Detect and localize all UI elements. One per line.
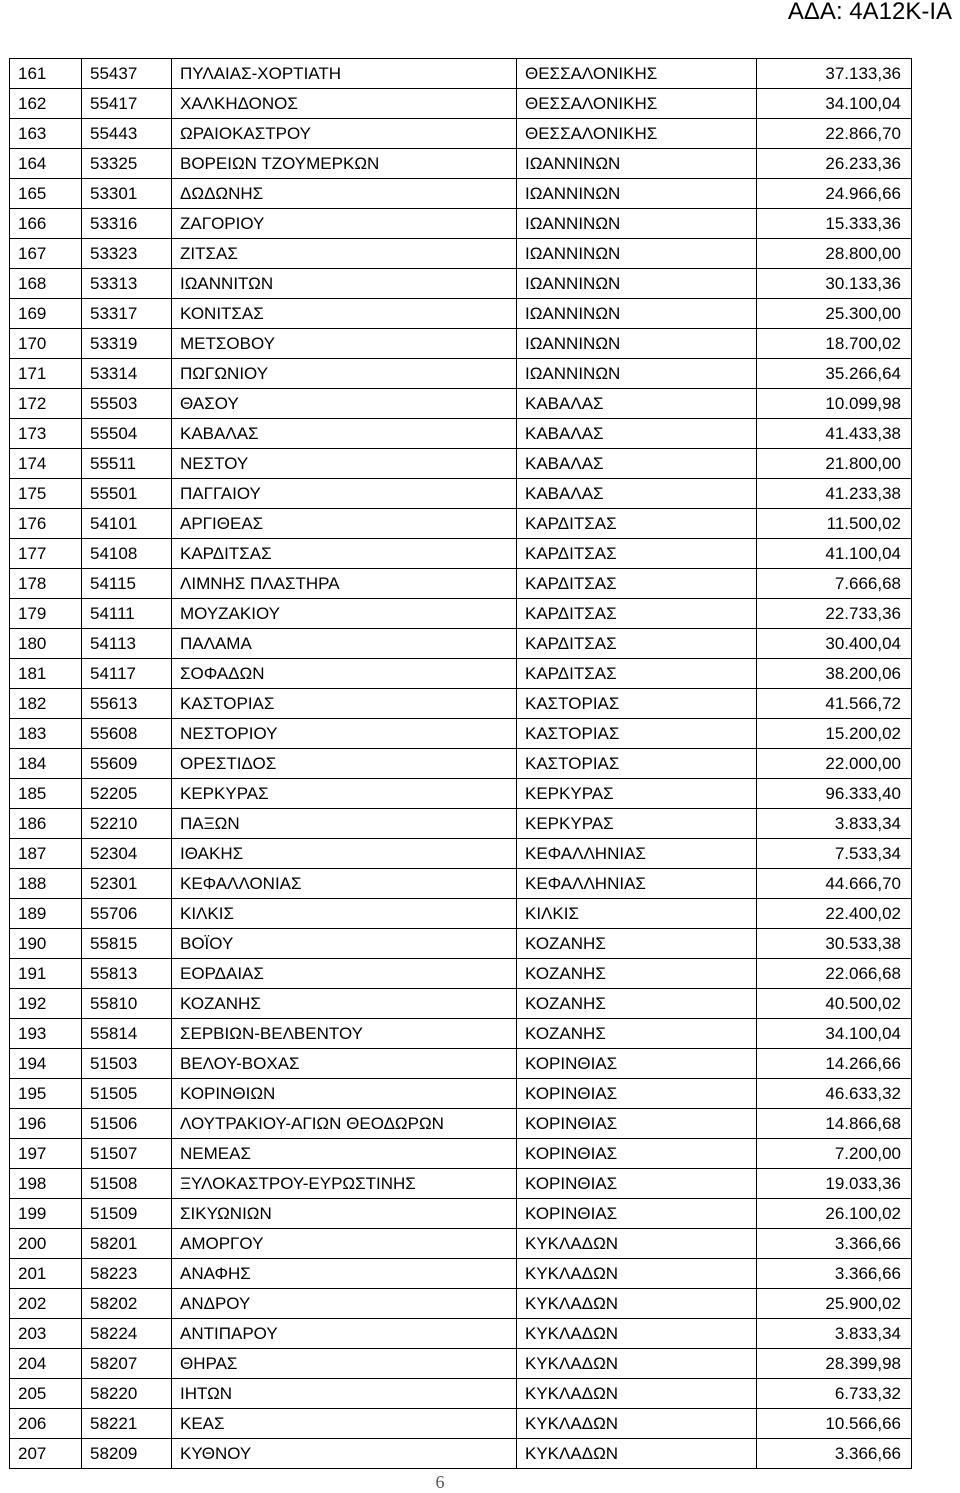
prefecture-name: ΙΩΑΝΝΙΝΩΝ — [517, 239, 757, 269]
row-number: 171 — [10, 359, 82, 389]
municipality-name: ΣΟΦΑΔΩΝ — [172, 659, 517, 689]
prefecture-name: ΚΕΡΚΥΡΑΣ — [517, 779, 757, 809]
amount: 34.100,04 — [757, 89, 912, 119]
row-number: 195 — [10, 1079, 82, 1109]
municipality-code: 53314 — [82, 359, 172, 389]
municipality-name: ΠΩΓΩΝΙΟΥ — [172, 359, 517, 389]
table-row — [10, 1409, 912, 1439]
amount: 24.966,66 — [757, 179, 912, 209]
municipality-name: ΟΡΕΣΤΙΔΟΣ — [172, 749, 517, 779]
table-row — [10, 149, 912, 179]
municipality-code: 53313 — [82, 269, 172, 299]
prefecture-name: ΚΟΡΙΝΘΙΑΣ — [517, 1199, 757, 1229]
table-row — [10, 659, 912, 689]
municipality-code: 58224 — [82, 1319, 172, 1349]
table-row — [10, 749, 912, 779]
prefecture-name: ΚΟΖΑΝΗΣ — [517, 929, 757, 959]
table-row — [10, 1139, 912, 1169]
prefecture-name: ΚΑΒΑΛΑΣ — [517, 419, 757, 449]
amount: 22.400,02 — [757, 899, 912, 929]
prefecture-name: ΚΑΡΔΙΤΣΑΣ — [517, 599, 757, 629]
municipality-name: ΚΕΑΣ — [172, 1409, 517, 1439]
municipality-name: ΠΥΛΑΙΑΣ-ΧΟΡΤΙΑΤΗ — [172, 59, 517, 89]
prefecture-name: ΚΥΚΛΑΔΩΝ — [517, 1379, 757, 1409]
amount: 26.233,36 — [757, 149, 912, 179]
prefecture-name: ΚΑΡΔΙΤΣΑΣ — [517, 659, 757, 689]
ada-header: ΑΔΑ: 4Α12Κ-ΙΑ — [787, 0, 952, 25]
amount: 25.900,02 — [757, 1289, 912, 1319]
municipality-code: 58202 — [82, 1289, 172, 1319]
municipality-code: 53301 — [82, 179, 172, 209]
prefecture-name: ΚΑΡΔΙΤΣΑΣ — [517, 569, 757, 599]
table-row — [10, 779, 912, 809]
municipality-code: 55613 — [82, 689, 172, 719]
prefecture-name: ΚΙΛΚΙΣ — [517, 899, 757, 929]
table-row — [10, 389, 912, 419]
prefecture-name: ΚΥΚΛΑΔΩΝ — [517, 1319, 757, 1349]
prefecture-name: ΚΑΡΔΙΤΣΑΣ — [517, 509, 757, 539]
row-number: 161 — [10, 59, 82, 89]
row-number: 196 — [10, 1109, 82, 1139]
row-number: 174 — [10, 449, 82, 479]
amount: 7.666,68 — [757, 569, 912, 599]
amount: 21.800,00 — [757, 449, 912, 479]
table-row — [10, 179, 912, 209]
prefecture-name: ΘΕΣΣΑΛΟΝΙΚΗΣ — [517, 119, 757, 149]
municipality-code: 51508 — [82, 1169, 172, 1199]
amount: 6.733,32 — [757, 1379, 912, 1409]
prefecture-name: ΚΑΒΑΛΑΣ — [517, 449, 757, 479]
row-number: 200 — [10, 1229, 82, 1259]
prefecture-name: ΘΕΣΣΑΛΟΝΙΚΗΣ — [517, 59, 757, 89]
table-row — [10, 869, 912, 899]
row-number: 187 — [10, 839, 82, 869]
row-number: 163 — [10, 119, 82, 149]
amount: 30.533,38 — [757, 929, 912, 959]
municipality-name: ΚΟΝΙΤΣΑΣ — [172, 299, 517, 329]
prefecture-name: ΚΕΦΑΛΛΗΝΙΑΣ — [517, 869, 757, 899]
amount: 22.000,00 — [757, 749, 912, 779]
amount: 14.266,66 — [757, 1049, 912, 1079]
municipality-name: ΝΕΜΕΑΣ — [172, 1139, 517, 1169]
municipality-name: ΠΑΛΑΜΑ — [172, 629, 517, 659]
municipality-name: ΝΕΣΤΟΡΙΟΥ — [172, 719, 517, 749]
row-number: 191 — [10, 959, 82, 989]
row-number: 203 — [10, 1319, 82, 1349]
table-row — [10, 719, 912, 749]
table-row — [10, 59, 912, 89]
table-row — [10, 809, 912, 839]
municipality-code: 51507 — [82, 1139, 172, 1169]
municipality-name: ΩΡΑΙΟΚΑΣΤΡΟΥ — [172, 119, 517, 149]
prefecture-name: ΚΥΚΛΑΔΩΝ — [517, 1439, 757, 1469]
prefecture-name: ΚΟΡΙΝΘΙΑΣ — [517, 1049, 757, 1079]
amount: 41.233,38 — [757, 479, 912, 509]
prefecture-name: ΚΑΒΑΛΑΣ — [517, 389, 757, 419]
amount: 28.399,98 — [757, 1349, 912, 1379]
prefecture-name: ΚΥΚΛΑΔΩΝ — [517, 1259, 757, 1289]
table-row — [10, 839, 912, 869]
municipality-name: ΙΩΑΝΝΙΤΩΝ — [172, 269, 517, 299]
municipality-code: 52205 — [82, 779, 172, 809]
municipality-name: ΞΥΛΟΚΑΣΤΡΟΥ-ΕΥΡΩΣΤΙΝΗΣ — [172, 1169, 517, 1199]
row-number: 170 — [10, 329, 82, 359]
row-number: 202 — [10, 1289, 82, 1319]
municipality-name: ΚΥΘΝΟΥ — [172, 1439, 517, 1469]
municipality-name: ΛΙΜΝΗΣ ΠΛΑΣΤΗΡΑ — [172, 569, 517, 599]
amount: 3.366,66 — [757, 1229, 912, 1259]
table-row — [10, 1379, 912, 1409]
amount: 26.100,02 — [757, 1199, 912, 1229]
amount: 15.333,36 — [757, 209, 912, 239]
table-row — [10, 269, 912, 299]
amount: 30.133,36 — [757, 269, 912, 299]
amount: 41.100,04 — [757, 539, 912, 569]
amount: 3.366,66 — [757, 1259, 912, 1289]
municipality-name: ΑΡΓΙΘΕΑΣ — [172, 509, 517, 539]
municipality-code: 53325 — [82, 149, 172, 179]
municipality-name: ΑΝΔΡΟΥ — [172, 1289, 517, 1319]
prefecture-name: ΚΑΣΤΟΡΙΑΣ — [517, 749, 757, 779]
municipalities-table — [9, 58, 912, 1469]
prefecture-name: ΚΑΣΤΟΡΙΑΣ — [517, 689, 757, 719]
row-number: 175 — [10, 479, 82, 509]
amount: 37.133,36 — [757, 59, 912, 89]
prefecture-name: ΚΑΡΔΙΤΣΑΣ — [517, 629, 757, 659]
municipality-code: 52304 — [82, 839, 172, 869]
table-row — [10, 509, 912, 539]
prefecture-name: ΚΥΚΛΑΔΩΝ — [517, 1289, 757, 1319]
municipality-name: ΘΗΡΑΣ — [172, 1349, 517, 1379]
municipality-name: ΕΟΡΔΑΙΑΣ — [172, 959, 517, 989]
prefecture-name: ΙΩΑΝΝΙΝΩΝ — [517, 179, 757, 209]
row-number: 193 — [10, 1019, 82, 1049]
prefecture-name: ΚΟΖΑΝΗΣ — [517, 1019, 757, 1049]
row-number: 180 — [10, 629, 82, 659]
municipality-name: ΚΑΒΑΛΑΣ — [172, 419, 517, 449]
prefecture-name: ΚΟΡΙΝΘΙΑΣ — [517, 1109, 757, 1139]
municipality-name: ΣΙΚΥΩΝΙΩΝ — [172, 1199, 517, 1229]
amount: 25.300,00 — [757, 299, 912, 329]
table-row — [10, 89, 912, 119]
municipality-code: 54111 — [82, 599, 172, 629]
row-number: 199 — [10, 1199, 82, 1229]
page-number: 6 — [435, 1472, 445, 1492]
row-number: 189 — [10, 899, 82, 929]
table-row — [10, 629, 912, 659]
municipality-code: 55501 — [82, 479, 172, 509]
municipality-code: 55443 — [82, 119, 172, 149]
row-number: 206 — [10, 1409, 82, 1439]
municipality-code: 54108 — [82, 539, 172, 569]
municipality-code: 53323 — [82, 239, 172, 269]
municipality-code: 52210 — [82, 809, 172, 839]
municipality-name: ΘΑΣΟΥ — [172, 389, 517, 419]
table-row — [10, 689, 912, 719]
municipality-code: 55609 — [82, 749, 172, 779]
table-row — [10, 1109, 912, 1139]
table-row — [10, 299, 912, 329]
row-number: 207 — [10, 1439, 82, 1469]
table-row — [10, 209, 912, 239]
municipality-name: ΒΕΛΟΥ-ΒΟΧΑΣ — [172, 1049, 517, 1079]
municipality-name: ΒΟΪΟΥ — [172, 929, 517, 959]
municipality-name: ΖΙΤΣΑΣ — [172, 239, 517, 269]
amount: 14.866,68 — [757, 1109, 912, 1139]
amount: 46.633,32 — [757, 1079, 912, 1109]
municipality-name: ΝΕΣΤΟΥ — [172, 449, 517, 479]
table-row — [10, 419, 912, 449]
table-row — [10, 449, 912, 479]
municipality-name: ΠΑΞΩΝ — [172, 809, 517, 839]
municipality-name: ΜΟΥΖΑΚΙΟΥ — [172, 599, 517, 629]
amount: 41.566,72 — [757, 689, 912, 719]
amount: 18.700,02 — [757, 329, 912, 359]
row-number: 197 — [10, 1139, 82, 1169]
municipality-code: 55814 — [82, 1019, 172, 1049]
municipality-code: 55504 — [82, 419, 172, 449]
row-number: 204 — [10, 1349, 82, 1379]
row-number: 185 — [10, 779, 82, 809]
municipality-code: 54101 — [82, 509, 172, 539]
municipality-name: ΚΙΛΚΙΣ — [172, 899, 517, 929]
table-row — [10, 1199, 912, 1229]
municipality-code: 55417 — [82, 89, 172, 119]
prefecture-name: ΙΩΑΝΝΙΝΩΝ — [517, 269, 757, 299]
municipality-name: ΚΕΡΚΥΡΑΣ — [172, 779, 517, 809]
amount: 10.099,98 — [757, 389, 912, 419]
municipality-code: 51505 — [82, 1079, 172, 1109]
amount: 35.266,64 — [757, 359, 912, 389]
prefecture-name: ΚΥΚΛΑΔΩΝ — [517, 1349, 757, 1379]
municipality-name: ΚΑΣΤΟΡΙΑΣ — [172, 689, 517, 719]
prefecture-name: ΚΑΣΤΟΡΙΑΣ — [517, 719, 757, 749]
prefecture-name: ΚΕΡΚΥΡΑΣ — [517, 809, 757, 839]
municipality-code: 55706 — [82, 899, 172, 929]
municipality-code: 58223 — [82, 1259, 172, 1289]
municipality-code: 58207 — [82, 1349, 172, 1379]
amount: 30.400,04 — [757, 629, 912, 659]
table-row — [10, 599, 912, 629]
amount: 22.866,70 — [757, 119, 912, 149]
municipality-name: ΚΑΡΔΙΤΣΑΣ — [172, 539, 517, 569]
table-body — [10, 59, 912, 1469]
municipality-name: ΠΑΓΓΑΙΟΥ — [172, 479, 517, 509]
row-number: 186 — [10, 809, 82, 839]
amount: 40.500,02 — [757, 989, 912, 1019]
prefecture-name: ΙΩΑΝΝΙΝΩΝ — [517, 299, 757, 329]
municipality-name: ΑΝΤΙΠΑΡΟΥ — [172, 1319, 517, 1349]
table-row — [10, 119, 912, 149]
municipality-code: 51506 — [82, 1109, 172, 1139]
table-row — [10, 1319, 912, 1349]
municipality-code: 55437 — [82, 59, 172, 89]
table-row — [10, 899, 912, 929]
municipality-code: 58201 — [82, 1229, 172, 1259]
row-number: 165 — [10, 179, 82, 209]
prefecture-name: ΚΥΚΛΑΔΩΝ — [517, 1409, 757, 1439]
table-row — [10, 479, 912, 509]
amount: 19.033,36 — [757, 1169, 912, 1199]
municipality-name: ΙΗΤΩΝ — [172, 1379, 517, 1409]
municipality-name: ΙΘΑΚΗΣ — [172, 839, 517, 869]
table-row — [10, 569, 912, 599]
row-number: 188 — [10, 869, 82, 899]
prefecture-name: ΙΩΑΝΝΙΝΩΝ — [517, 149, 757, 179]
municipality-code: 55815 — [82, 929, 172, 959]
prefecture-name: ΚΑΒΑΛΑΣ — [517, 479, 757, 509]
amount: 28.800,00 — [757, 239, 912, 269]
row-number: 177 — [10, 539, 82, 569]
municipality-code: 55511 — [82, 449, 172, 479]
row-number: 205 — [10, 1379, 82, 1409]
table-row — [10, 1049, 912, 1079]
row-number: 182 — [10, 689, 82, 719]
row-number: 183 — [10, 719, 82, 749]
prefecture-name: ΚΟΡΙΝΘΙΑΣ — [517, 1169, 757, 1199]
prefecture-name: ΚΟΖΑΝΗΣ — [517, 959, 757, 989]
amount: 7.533,34 — [757, 839, 912, 869]
row-number: 201 — [10, 1259, 82, 1289]
row-number: 192 — [10, 989, 82, 1019]
table-row — [10, 1259, 912, 1289]
prefecture-name: ΘΕΣΣΑΛΟΝΙΚΗΣ — [517, 89, 757, 119]
table-row — [10, 1169, 912, 1199]
table-row — [10, 1229, 912, 1259]
municipality-code: 58221 — [82, 1409, 172, 1439]
municipality-code: 51503 — [82, 1049, 172, 1079]
amount: 41.433,38 — [757, 419, 912, 449]
row-number: 178 — [10, 569, 82, 599]
table-row — [10, 239, 912, 269]
municipality-name: ΧΑΛΚΗΔΟΝΟΣ — [172, 89, 517, 119]
amount: 3.833,34 — [757, 1319, 912, 1349]
municipality-name: ΑΜΟΡΓΟΥ — [172, 1229, 517, 1259]
table-row — [10, 1019, 912, 1049]
municipality-code: 51509 — [82, 1199, 172, 1229]
municipality-name: ΒΟΡΕΙΩΝ ΤΖΟΥΜΕΡΚΩΝ — [172, 149, 517, 179]
municipality-code: 53316 — [82, 209, 172, 239]
municipality-name: ΑΝΑΦΗΣ — [172, 1259, 517, 1289]
prefecture-name: ΙΩΑΝΝΙΝΩΝ — [517, 209, 757, 239]
row-number: 167 — [10, 239, 82, 269]
table-row — [10, 929, 912, 959]
municipality-code: 53317 — [82, 299, 172, 329]
municipality-code: 52301 — [82, 869, 172, 899]
table-row — [10, 1079, 912, 1109]
municipality-name: ΣΕΡΒΙΩΝ-ΒΕΛΒΕΝΤΟΥ — [172, 1019, 517, 1049]
municipality-code: 54113 — [82, 629, 172, 659]
table-row — [10, 1439, 912, 1469]
amount: 96.333,40 — [757, 779, 912, 809]
municipality-code: 53319 — [82, 329, 172, 359]
amount: 7.200,00 — [757, 1139, 912, 1169]
municipality-name: ΚΟΡΙΝΘΙΩΝ — [172, 1079, 517, 1109]
municipality-code: 55503 — [82, 389, 172, 419]
prefecture-name: ΚΥΚΛΑΔΩΝ — [517, 1229, 757, 1259]
row-number: 172 — [10, 389, 82, 419]
row-number: 166 — [10, 209, 82, 239]
prefecture-name: ΙΩΑΝΝΙΝΩΝ — [517, 329, 757, 359]
amount: 3.366,66 — [757, 1439, 912, 1469]
amount: 3.833,34 — [757, 809, 912, 839]
row-number: 179 — [10, 599, 82, 629]
municipality-code: 58209 — [82, 1439, 172, 1469]
table-row — [10, 1349, 912, 1379]
prefecture-name: ΙΩΑΝΝΙΝΩΝ — [517, 359, 757, 389]
table-row — [10, 989, 912, 1019]
municipality-name: ΚΕΦΑΛΛΟΝΙΑΣ — [172, 869, 517, 899]
table-row — [10, 539, 912, 569]
municipality-name: ΖΑΓΟΡΙΟΥ — [172, 209, 517, 239]
prefecture-name: ΚΑΡΔΙΤΣΑΣ — [517, 539, 757, 569]
amount: 22.733,36 — [757, 599, 912, 629]
row-number: 194 — [10, 1049, 82, 1079]
municipality-name: ΛΟΥΤΡΑΚΙΟΥ-ΑΓΙΩΝ ΘΕΟΔΩΡΩΝ — [172, 1109, 517, 1139]
municipality-code: 55813 — [82, 959, 172, 989]
prefecture-name: ΚΟΡΙΝΘΙΑΣ — [517, 1079, 757, 1109]
prefecture-name: ΚΕΦΑΛΛΗΝΙΑΣ — [517, 839, 757, 869]
municipality-code: 55608 — [82, 719, 172, 749]
amount: 44.666,70 — [757, 869, 912, 899]
row-number: 173 — [10, 419, 82, 449]
amount: 15.200,02 — [757, 719, 912, 749]
table-row — [10, 959, 912, 989]
prefecture-name: ΚΟΡΙΝΘΙΑΣ — [517, 1139, 757, 1169]
row-number: 168 — [10, 269, 82, 299]
table-row — [10, 1289, 912, 1319]
row-number: 184 — [10, 749, 82, 779]
municipality-code: 54117 — [82, 659, 172, 689]
row-number: 190 — [10, 929, 82, 959]
prefecture-name: ΚΟΖΑΝΗΣ — [517, 989, 757, 1019]
municipality-name: ΚΟΖΑΝΗΣ — [172, 989, 517, 1019]
table-row — [10, 329, 912, 359]
municipality-code: 55810 — [82, 989, 172, 1019]
row-number: 176 — [10, 509, 82, 539]
row-number: 164 — [10, 149, 82, 179]
amount: 10.566,66 — [757, 1409, 912, 1439]
row-number: 162 — [10, 89, 82, 119]
municipality-code: 54115 — [82, 569, 172, 599]
amount: 38.200,06 — [757, 659, 912, 689]
amount: 22.066,68 — [757, 959, 912, 989]
municipality-name: ΔΩΔΩΝΗΣ — [172, 179, 517, 209]
row-number: 198 — [10, 1169, 82, 1199]
municipality-name: ΜΕΤΣΟΒΟΥ — [172, 329, 517, 359]
table-row — [10, 359, 912, 389]
municipality-code: 58220 — [82, 1379, 172, 1409]
row-number: 181 — [10, 659, 82, 689]
row-number: 169 — [10, 299, 82, 329]
amount: 11.500,02 — [757, 509, 912, 539]
amount: 34.100,04 — [757, 1019, 912, 1049]
